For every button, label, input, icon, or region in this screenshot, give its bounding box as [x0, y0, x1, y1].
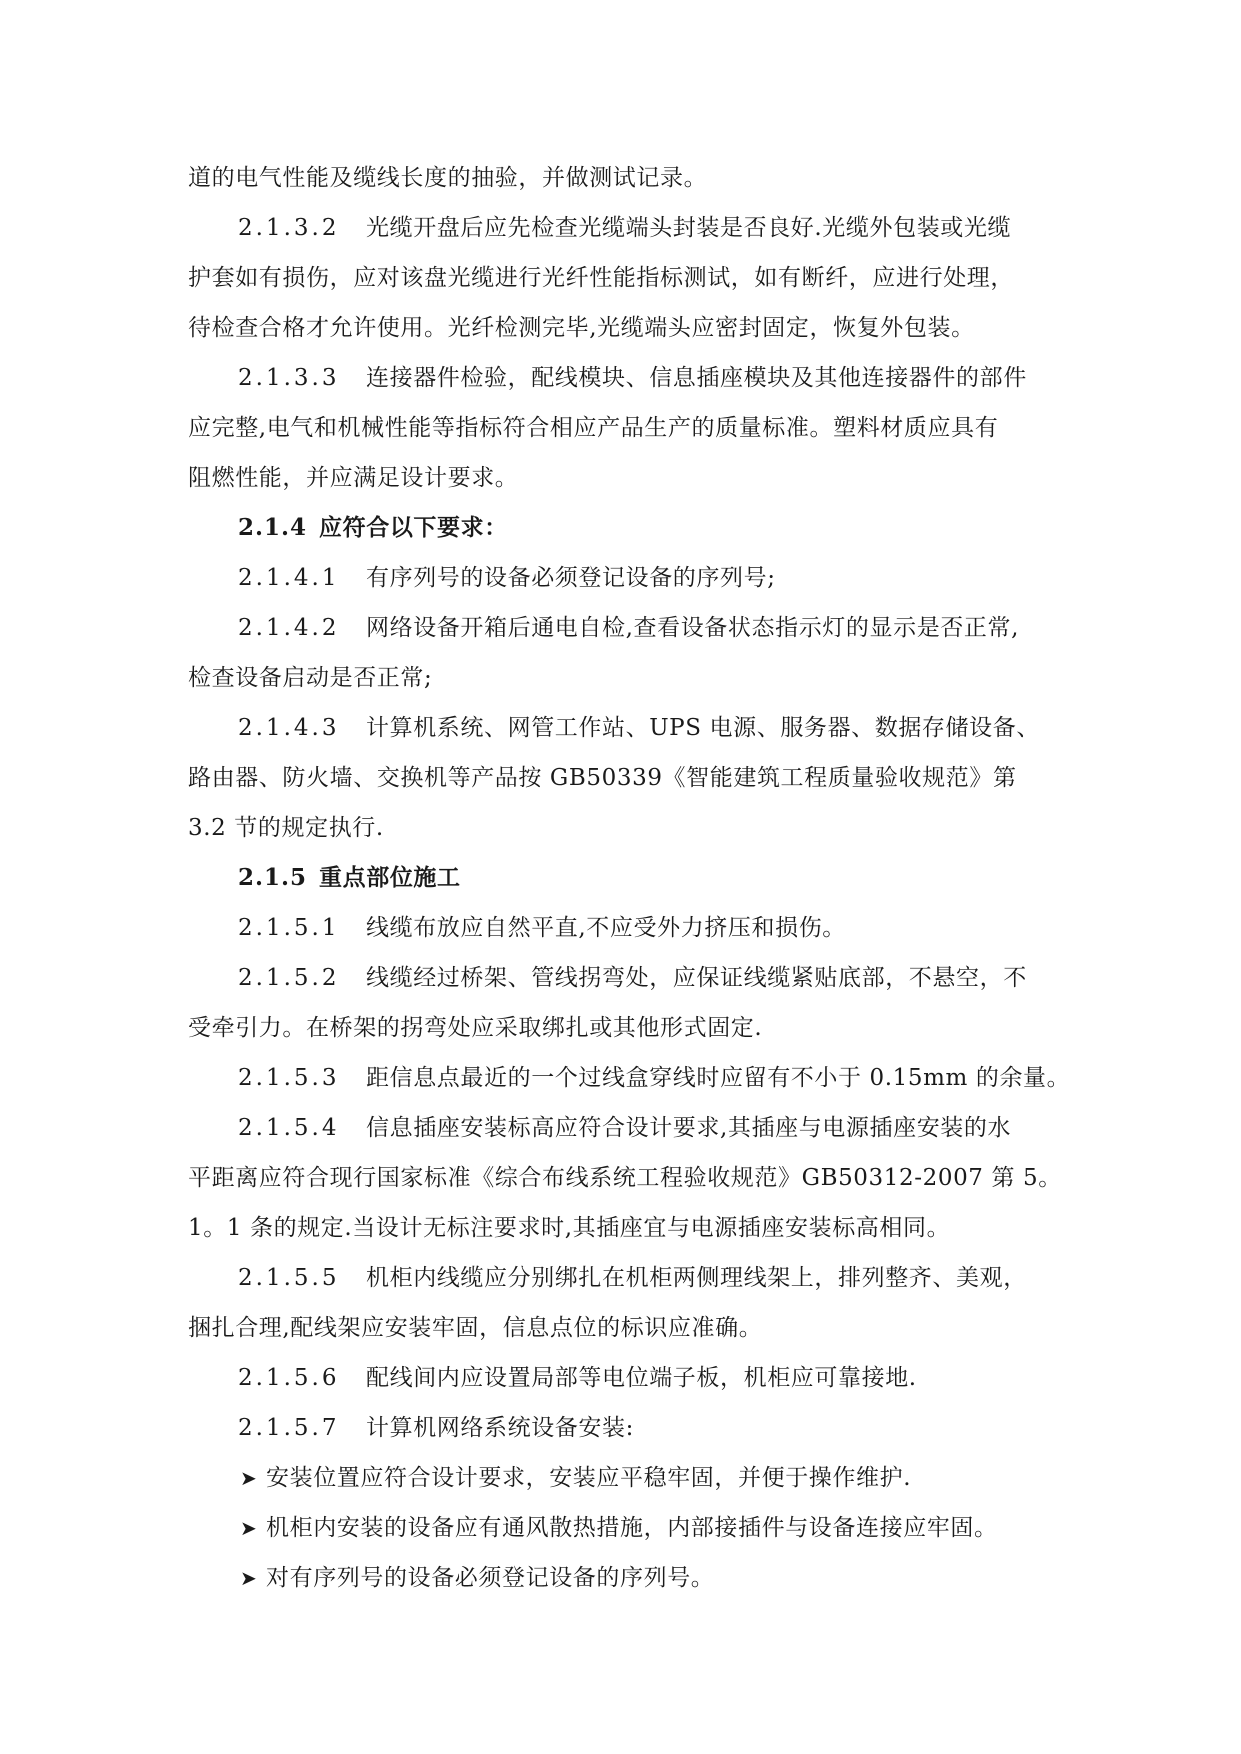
- clause-2-1-3-2: [188, 208, 1068, 258]
- paragraph-line: [188, 1208, 1068, 1258]
- clause-text: 光缆开盘后应先检查光缆端头封装是否良好.光缆外包装或光缆: [366, 215, 1012, 241]
- paragraph-line: [188, 408, 1068, 458]
- clause-number: 2.1.3.2: [238, 215, 340, 241]
- clause-text: 网络设备开箱后通电自检,查看设备状态指示灯的显示是否正常,: [366, 615, 1020, 641]
- line-text: 检查设备启动是否正常;: [188, 665, 433, 691]
- clause-text: 线缆经过桥架、管线拐弯处，应保证线缆紧贴底部，不悬空，不: [366, 965, 1027, 991]
- section-title: 应符合以下要求：: [319, 514, 508, 541]
- line-text: 路由器、防火墙、交换机等产品按 GB50339《智能建筑工程质量验收规范》第: [188, 765, 1017, 791]
- clause-text: 距信息点最近的一个过线盒穿线时应留有不小于 0.15mm 的余量。: [366, 1065, 1071, 1091]
- clause-2-1-5-3: [188, 1058, 1071, 1108]
- bullet-item: [188, 1458, 1068, 1508]
- clause-text: 连接器件检验，配线模块、信息插座模块及其他连接器件的部件: [366, 365, 1027, 391]
- bullet-item: [188, 1508, 1068, 1558]
- bullet-text: 对有序列号的设备必须登记设备的序列号。: [266, 1565, 715, 1591]
- paragraph-line: [188, 758, 1068, 808]
- clause-2-1-3-3: [188, 358, 1068, 408]
- clause-number: 2.1.5.7: [238, 1415, 340, 1441]
- line-text: 道的电气性能及缆线长度的抽验，并做测试记录。: [188, 165, 708, 191]
- section-heading-2-1-4: [188, 508, 1068, 558]
- section-number: 2.1.5: [238, 864, 308, 891]
- line-text: 3.2 节的规定执行.: [188, 815, 384, 841]
- section-number: 2.1.4: [238, 514, 308, 541]
- line-text: 待检查合格才允许使用。光纤检测完毕,光缆端头应密封固定，恢复外包装。: [188, 315, 975, 341]
- paragraph-line: [188, 808, 1068, 858]
- clause-number: 2.1.5.2: [238, 965, 340, 991]
- clause-text: 计算机系统、网管工作站、UPS 电源、服务器、数据存储设备、: [366, 715, 1040, 741]
- clause-2-1-4-2: [188, 608, 1068, 658]
- clause-2-1-5-4: [188, 1108, 1068, 1158]
- line-text: 受牵引力。在桥架的拐弯处应采取绑扎或其他形式固定.: [188, 1015, 763, 1041]
- paragraph-line: [188, 1008, 1068, 1058]
- clause-number: 2.1.4.3: [238, 715, 340, 741]
- line-text: 捆扎合理,配线架应安装牢固，信息点位的标识应准确。: [188, 1315, 763, 1341]
- document-body: [188, 158, 1071, 1608]
- paragraph-line: [188, 1308, 1068, 1358]
- section-title: 重点部位施工: [319, 864, 461, 891]
- line-text: 平距离应符合现行国家标准《综合布线系统工程验收规范》GB50312-2007 第 5。: [188, 1165, 1062, 1191]
- clause-text: 计算机网络系统设备安装:: [366, 1415, 634, 1441]
- paragraph-line: [188, 308, 1068, 358]
- clause-number: 2.1.5.1: [238, 915, 340, 941]
- clause-text: 信息插座安装标高应符合设计要求,其插座与电源插座安装的水: [366, 1115, 1012, 1141]
- clause-2-1-5-5: [188, 1258, 1068, 1308]
- arrow-bullet-icon: ➤: [240, 1516, 258, 1540]
- clause-text: 机柜内线缆应分别绑扎在机柜两侧理线架上，排列整齐、美观，: [366, 1265, 1027, 1291]
- bullet-item: [188, 1558, 1068, 1608]
- clause-number: 2.1.5.5: [238, 1265, 340, 1291]
- paragraph-line: [188, 1158, 1068, 1208]
- clause-text: 配线间内应设置局部等电位端子板，机柜应可靠接地.: [366, 1365, 917, 1391]
- line-text: 阻燃性能，并应满足设计要求。: [188, 465, 519, 491]
- clause-2-1-4-1: [188, 558, 1068, 608]
- clause-2-1-5-1: [188, 908, 1068, 958]
- clause-2-1-5-7: [188, 1408, 1068, 1458]
- clause-number: 2.1.4.2: [238, 615, 340, 641]
- paragraph-line: [188, 658, 1068, 708]
- paragraph-line: [188, 458, 1068, 508]
- paragraph-line: [188, 158, 1068, 208]
- section-heading-2-1-5: [188, 858, 1068, 908]
- clause-text: 有序列号的设备必须登记设备的序列号;: [366, 565, 776, 591]
- clause-number: 2.1.5.3: [238, 1065, 340, 1091]
- line-text: 应完整,电气和机械性能等指标符合相应产品生产的质量标准。塑料材质应具有: [188, 415, 999, 441]
- clause-number: 2.1.5.4: [238, 1115, 340, 1141]
- clause-2-1-5-2: [188, 958, 1068, 1008]
- bullet-text: 安装位置应符合设计要求，安装应平稳牢固，并便于操作维护.: [266, 1465, 912, 1491]
- bullet-text: 机柜内安装的设备应有通风散热措施，内部接插件与设备连接应牢固。: [266, 1515, 998, 1541]
- line-text: 护套如有损伤，应对该盘光缆进行光纤性能指标测试，如有断纤，应进行处理，: [188, 265, 1014, 291]
- clause-number: 2.1.5.6: [238, 1365, 340, 1391]
- clause-number: 2.1.4.1: [238, 565, 340, 591]
- paragraph-line: [188, 258, 1068, 308]
- clause-text: 线缆布放应自然平直,不应受外力挤压和损伤。: [366, 915, 846, 941]
- clause-number: 2.1.3.3: [238, 365, 340, 391]
- clause-2-1-4-3: [188, 708, 1068, 758]
- arrow-bullet-icon: ➤: [240, 1566, 258, 1590]
- clause-2-1-5-6: [188, 1358, 1068, 1408]
- line-text: 1。1 条的规定.当设计无标注要求时,其插座宜与电源插座安装标高相同。: [188, 1215, 951, 1241]
- arrow-bullet-icon: ➤: [240, 1466, 258, 1490]
